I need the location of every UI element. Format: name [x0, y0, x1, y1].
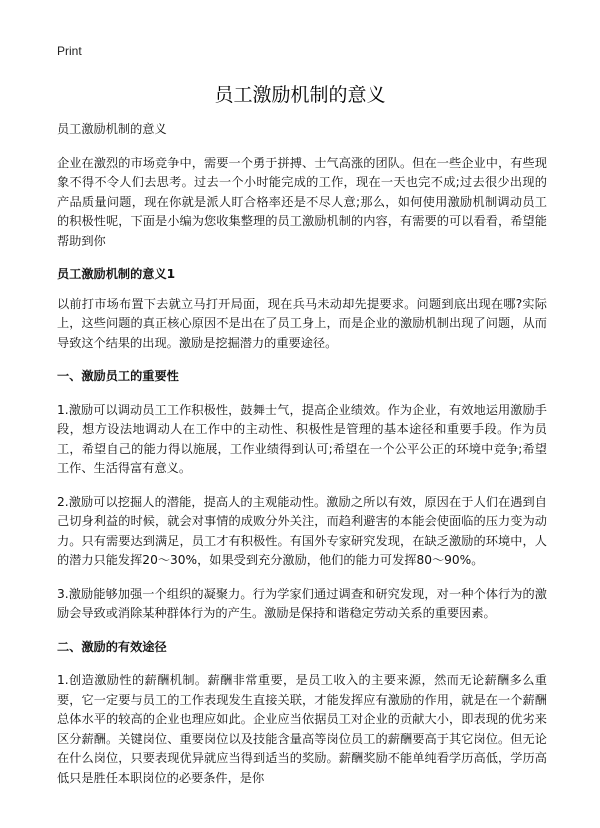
document-subtitle: 员工激励机制的意义 [57, 122, 167, 136]
intro-paragraph: 企业在激烈的市场竞争中，需要一个勇于拼搏、士气高涨的团队。但在一些企业中，有些现象不得不令人们去思考。过去一个小时能完成的工作，现在一天也完不成;过去很少出现的产品质量问题，现在你就是派人盯合格率还是不尽人意;那么，如何使用激励机制调动员工的积极性呢，下面是小编为您收集整理的员工激励机制的内容，有需要的可以看看，希望能帮助到你 [57, 155, 547, 248]
point-1-paragraph: 1.激励可以调动员工工作积极性，鼓舞士气，提高企业绩效。作为企业，有效地运用激励手段，想方设法地调动人在工作中的主动性、积极性是管理的基本途径和重要手段。作为员工，希望自己的能力得以施展，工作业绩得到认可;希望在一个公平公正的环境中竞争;希望工作、生活得富有意义。 [57, 402, 547, 475]
point-4-paragraph: 1.创造激励性的薪酬机制。薪酬非常重要，是员工收入的主要来源，然而无论薪酬多么重要，它一定要与员工的工作表现发生直接关联，才能发挥应有激励的作用，就是在一个薪酬总体水平的较高的企业也理应如此。企业应当依据员工对企业的贡献大小，即表现的优劣来区分薪酬。关键岗位、重要岗位以及技能含量高等岗位员工的薪酬要高于其它岗位。但无论在什么岗位，只要表现优异就应当得到适当的奖励。薪酬奖励不能单纯看学历高低，学历高低只是胜任本职岗位的必要条件，是你 [57, 673, 547, 785]
section-heading-1: 一、激励员工的重要性 [57, 369, 179, 383]
section-paragraph: 以前打市场布置下去就立马打开局面，现在兵马未动却先提要求。问题到底出现在哪?实际上，这些问题的真正核心原因不是出在了员工身上，而是企业的激励机制出现了问题，从而导致这个结果的出现。激励是挖掘潜力的重要途径。 [57, 296, 547, 350]
document-body [57, 120, 547, 802]
print-label[interactable]: Print [57, 44, 82, 58]
section-heading-2: 二、激励的有效途径 [57, 639, 167, 654]
point-2-paragraph: 2.激励可以挖掘人的潜能，提高人的主观能动性。激励之所以有效，原因在于人们在遇到自己切身利益的时候，就会对事情的成败分外关注，而趋利避害的本能会使面临的压力变为动力。只有需要达到满足，员工才有积极性。有国外专家研究发现，在缺乏激励的环境中，人的潜力只能发挥20～30%，如果受到充分激励，他们的能力可发挥80～90%。 [57, 494, 547, 567]
section-title: 员工激励机制的意义1 [57, 267, 176, 281]
document-title: 员工激励机制的意义 [214, 84, 386, 106]
point-3-paragraph: 3.激励能够加强一个组织的凝聚力。行为学家们通过调查和研究发现，对一种个体行为的激励会导致或消除某种群体行为的产生。激励是保持和谐稳定劳动关系的重要因素。 [57, 586, 547, 620]
